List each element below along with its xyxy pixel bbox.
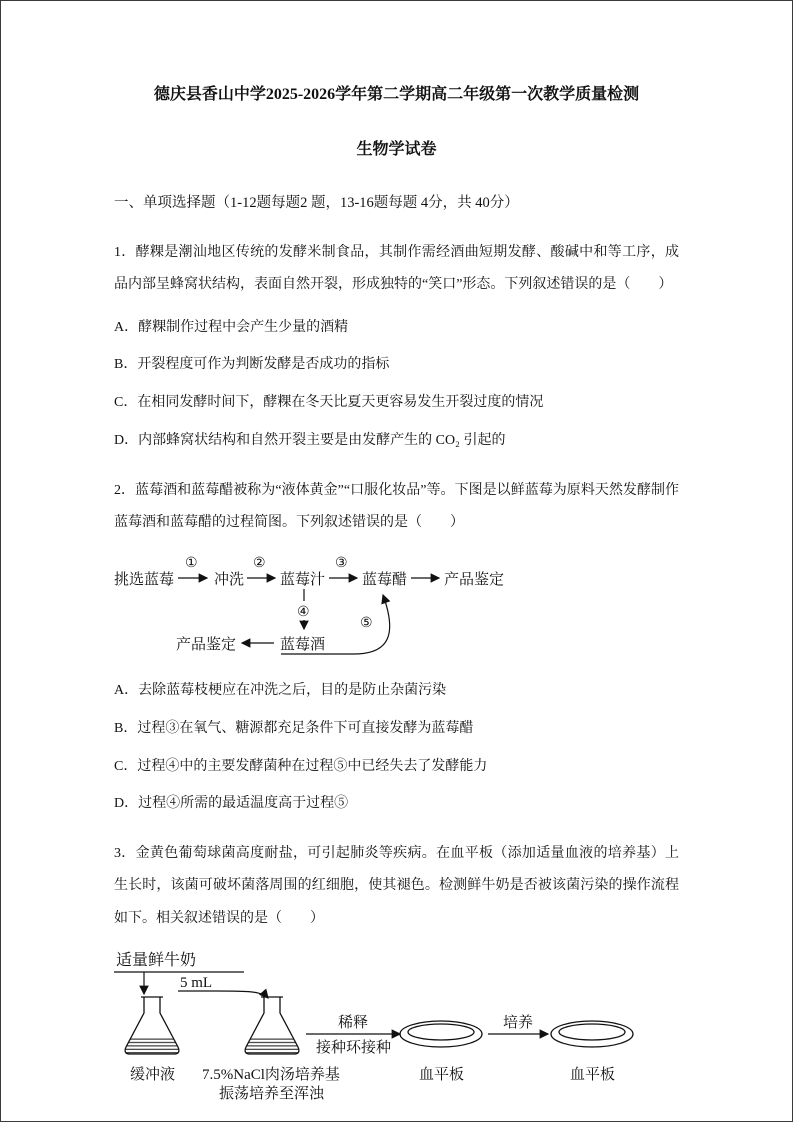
flask2-label-line2: 振荡培养至浑浊	[219, 1085, 325, 1102]
question-2-option-a: A．去除蓝莓枝梗应在冲洗之后，目的是防止杂菌污染	[114, 683, 447, 699]
question-3	[114, 838, 679, 1109]
question-3-stem: 3．金黄色葡萄球菌高度耐盐，可引起肺炎等疾病。在血平板（添加适量血液的培养基）上生长时，该菌可破坏菌落周围的红细胞，使其褪色。检测鲜牛奶是否被该菌污染的操作流程如下。相关叙述错误的是（ ）	[114, 846, 679, 926]
exam-subtitle: 生物学试卷	[356, 141, 437, 159]
erlenmeyer-flask-1-icon	[125, 997, 179, 1054]
question-1-option-d: D．内部蜂窝状结构和自然开裂主要是由发酵产生的 CO₂ 引起的	[114, 432, 506, 448]
flask1-label: 缓冲液	[130, 1066, 176, 1083]
question-1-stem: 1．酵粿是潮汕地区传统的发酵米制食品，其制作需经酒曲短期发酵、酸碱中和等工序，成品内部呈蜂窝状结构，表面自然开裂，形成独特的“笑口”形态。下列叙述错误的是（ ）	[114, 245, 679, 293]
volume-label: 5 mL	[180, 974, 213, 991]
dilute-label: 稀释	[338, 1014, 369, 1031]
q3-procedure-diagram	[114, 949, 679, 1109]
q2-flow-diagram	[114, 553, 679, 665]
flow-step-4: ④	[297, 605, 310, 621]
culture-label: 培养	[503, 1014, 534, 1031]
question-2	[114, 475, 679, 817]
inoculate-label: 接种环接种	[316, 1039, 392, 1056]
q2-flow-diagram-svg	[114, 553, 679, 665]
flow-step-1: ①	[185, 556, 198, 572]
flow-step-2: ②	[253, 556, 266, 572]
question-1-option-a: A．酵粿制作过程中会产生少量的酒精	[114, 319, 349, 335]
plate2-label: 血平板	[570, 1066, 616, 1083]
q3-procedure-diagram-svg	[114, 949, 679, 1109]
flow-node-product-inspection-1: 产品鉴定	[444, 572, 505, 589]
question-2-stem: 2．蓝莓酒和蓝莓醋被称为“液体黄金”“口服化妆品”等。下图是以鲜蓝莓为原料天然发酵制作蓝莓酒和蓝莓醋的过程简图。下列叙述错误的是（ ）	[114, 482, 679, 530]
question-1-option-b: B．开裂程度可作为判断发酵是否成功的指标	[114, 357, 390, 373]
flow-node-blueberry-wine: 蓝莓酒	[280, 637, 326, 654]
question-2-option-d: D．过程④所需的最适温度高于过程⑤	[114, 796, 349, 812]
flow-node-select-blueberry: 挑选蓝莓	[114, 572, 175, 589]
flow-node-rinse: 冲洗	[214, 572, 245, 589]
erlenmeyer-flask-2-icon	[245, 997, 299, 1054]
flow-node-blueberry-vinegar: 蓝莓醋	[362, 572, 408, 589]
question-1	[114, 237, 679, 453]
exam-title: 德庆县香山中学2025-2026学年第二学期高二年级第一次教学质量检测	[153, 86, 640, 103]
flow-step-3: ③	[335, 556, 348, 572]
flow-step-5: ⑤	[360, 616, 373, 632]
question-2-option-b: B．过程③在氧气、糖源都充足条件下可直接发酵为蓝莓醋	[114, 720, 474, 736]
question-1-option-c: C．在相同发酵时间下，酵粿在冬天比夏天更容易发生开裂过度的情况	[114, 395, 544, 411]
petri-dish-2-icon	[551, 1021, 633, 1047]
flask2-label-line1: 7.5%NaCl肉汤培养基	[202, 1066, 340, 1083]
question-2-option-c: C．过程④中的主要发酵菌种在过程⑤中已经失去了发酵能力	[114, 758, 488, 774]
arrow-5ml-to-broth-flask-icon	[178, 991, 268, 998]
milk-label: 适量鲜牛奶	[116, 951, 197, 969]
petri-dish-1-icon	[400, 1021, 482, 1047]
plate1-label: 血平板	[419, 1066, 465, 1083]
flow-node-product-inspection-2: 产品鉴定	[176, 637, 237, 654]
section-header: 一、单项选择题（1-12题每题2 题，13-16题每题 4分，共 40分）	[114, 195, 519, 212]
flow-node-blueberry-juice: 蓝莓汁	[280, 572, 326, 589]
